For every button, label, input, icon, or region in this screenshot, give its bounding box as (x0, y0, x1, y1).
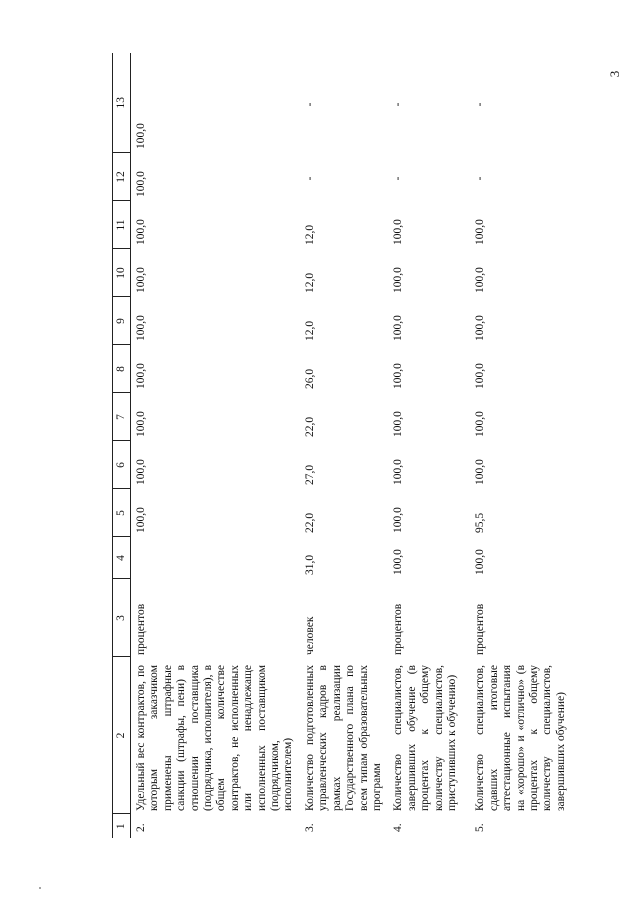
row-index: 4. (392, 823, 405, 832)
value-cell: 100,0 (135, 267, 147, 293)
value-cell: - (303, 176, 316, 181)
unit-cell: человек (303, 616, 316, 655)
indicator-name: Количество специалистов, сдавших итоговые аттестационные испытания на «хорошо» и «отлично» (в процентах к общему количеству специалистов, завершивших обучение) (474, 665, 567, 811)
value-cell: 100,0 (474, 315, 487, 341)
header-cell-5: 5 (113, 489, 131, 537)
indicator-name: Количество специалистов, завершивших обучение (в процентах к общему количеству специалистов, приступивших к обучению) (392, 665, 458, 811)
value-cell (131, 537, 300, 579)
value-cell: 100,0 (392, 549, 405, 575)
value-cell: 100,0 (474, 459, 487, 485)
value-cell: 100,0 (474, 267, 487, 293)
value-cell: 100,0 (392, 219, 405, 245)
value-cell: 100,0 (135, 411, 147, 437)
header-cell-13: 13 (113, 53, 131, 153)
value-cell: 12,0 (303, 224, 316, 245)
value-cell: 100,0 (135, 507, 147, 533)
value-cell: - (474, 176, 487, 181)
row-index: 3. (303, 823, 316, 832)
header-cell-7: 7 (113, 393, 131, 441)
table-row (300, 53, 388, 838)
value-cell: 100,0 (474, 363, 487, 389)
value-cell: 100,0 (392, 459, 405, 485)
value-cell: 31,0 (303, 554, 316, 575)
value-cell: 100,0 (135, 363, 147, 389)
value-cell: 100,0 (135, 123, 147, 149)
header-cell-1: 1 (113, 814, 131, 838)
value-cell: 26,0 (303, 368, 316, 389)
unit-cell: процентов (392, 603, 405, 655)
header-cell-9: 9 (113, 297, 131, 345)
value-cell: 100,0 (135, 315, 147, 341)
unit-cell: процентов (474, 603, 487, 655)
table-row (388, 53, 470, 838)
value-cell: - (474, 102, 487, 107)
value-cell: 100,0 (392, 315, 405, 341)
value-cell: 100,0 (392, 363, 405, 389)
value-cell: - (392, 102, 405, 107)
header-cell-8: 8 (113, 345, 131, 393)
value-cell: 100,0 (135, 219, 147, 245)
page-number: 3 (607, 70, 622, 78)
indicators-table (112, 53, 572, 838)
value-cell: 100,0 (474, 411, 487, 437)
value-cell: 27,0 (303, 464, 316, 485)
value-cell: 100,0 (392, 267, 405, 293)
header-row (113, 53, 131, 838)
header-cell-6: 6 (113, 441, 131, 489)
value-cell: 95,5 (474, 512, 487, 533)
value-cell: 100,0 (474, 219, 487, 245)
table-row (470, 53, 572, 838)
row-index: 2. (135, 823, 147, 832)
value-cell: 12,0 (303, 272, 316, 293)
indicator-name: Количество подготовленных управленческих кадров в рамках реализации Государственного плана по всем типам образовательных программ (303, 665, 383, 811)
value-cell: 22,0 (303, 512, 316, 533)
value-cell: 12,0 (303, 320, 316, 341)
value-cell: 22,0 (303, 416, 316, 437)
row-index: 5. (474, 823, 487, 832)
value-cell: - (303, 102, 316, 107)
header-cell-4: 4 (113, 537, 131, 579)
header-cell-2: 2 (113, 657, 131, 814)
header-cell-11: 11 (113, 201, 131, 249)
header-cell-3: 3 (113, 579, 131, 657)
value-cell: 100,0 (135, 459, 147, 485)
unit-cell: процентов (135, 603, 147, 655)
scan-artifact (39, 887, 41, 889)
indicator-name: Удельный вес контрактов, по которым заказчиком применены штрафные санкции (штрафы, пени) в отношении поставщика (подрядчика, исполнителя), в общем количестве контрактов, не исполненных или ненадлежаще исполненных поставщиком (подрядчиком, исполнителем) (135, 665, 295, 811)
value-cell: 100,0 (474, 549, 487, 575)
header-cell-12: 12 (113, 153, 131, 201)
value-cell: 100,0 (392, 411, 405, 437)
header-cell-10: 10 (113, 249, 131, 297)
table-row (131, 53, 300, 838)
value-cell: 100,0 (392, 507, 405, 533)
value-cell: - (392, 176, 405, 181)
value-cell: 100,0 (135, 171, 147, 197)
